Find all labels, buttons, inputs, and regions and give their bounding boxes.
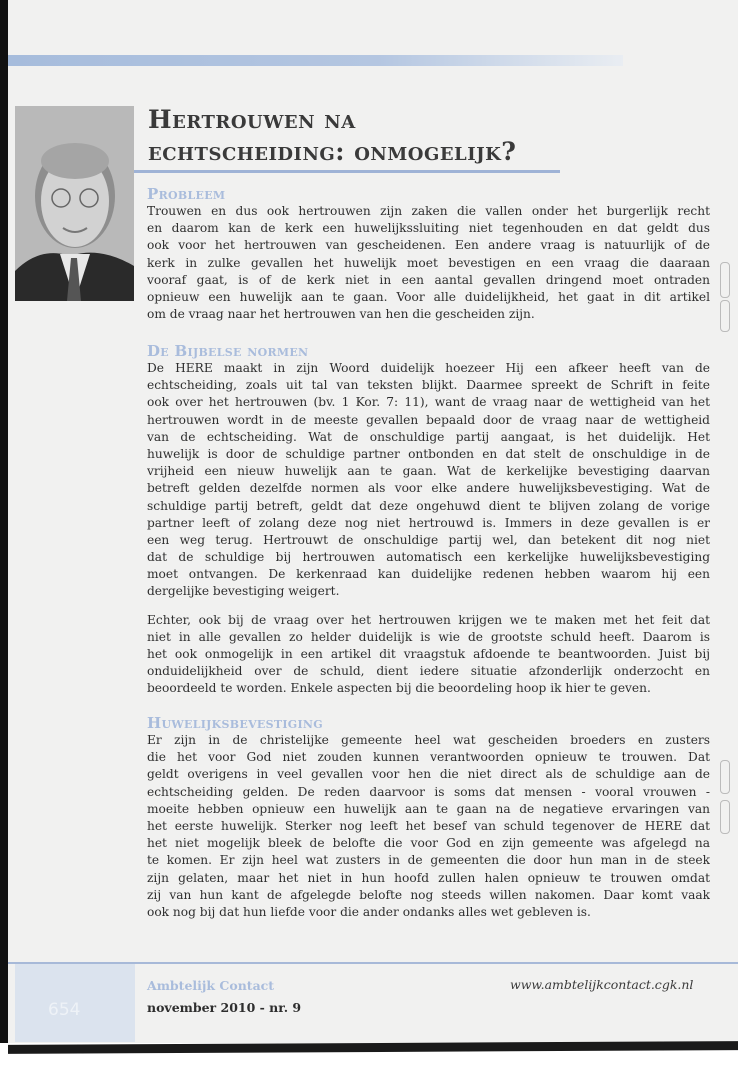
text-line: het eerste huwelijk. Sterker nog leeft het besef van schuld tegenover de HERE dat [147, 818, 710, 833]
text-line: Er zijn in de christelijke gemeente heel wat gescheiden broeders en zusters [147, 733, 710, 747]
text-line: ook over het hertrouwen (bv. 1 Kor. 7: 11), want de vraag naar de wettigheid van het [147, 395, 710, 410]
text-line: om de vraag naar het hertrouwen van hen die gescheiden zijn. [147, 307, 535, 322]
text-line: die het voor God niet zouden kunnen verantwoorden opnieuw te trouwen. Dat [147, 750, 710, 765]
text-line: niet in alle gevallen zo helder duidelijk is wie de grootste schuld heeft. Daarom is [147, 629, 710, 644]
text-line: beoordeeld te worden. Enkele aspecten bij die beoordeling hoop ik hier te geven. [147, 681, 651, 696]
article-title [148, 104, 516, 168]
text-line: dat de schuldige bij hertrouwen automatisch een kerkelijke huwelijksbevestiging [147, 550, 710, 565]
page-number: 654 [48, 1000, 81, 1020]
section-heading: De Bijbelse normen [147, 342, 309, 360]
text-line: vrijheid een nieuw huwelijk aan te gaan. Wat de kerkelijke bevestiging daarvan [147, 464, 710, 479]
title-underline [134, 170, 560, 173]
website-url: www.ambtelijkcontact.cgk.nl [510, 977, 694, 992]
author-photo [15, 106, 134, 301]
text-line: het niet mogelijk bleek de belofte die voor God en zijn gemeente was afgelegd na [147, 836, 710, 851]
section-probleem [147, 186, 710, 323]
text-line: van de echtscheiding. Wat de onschuldige partij aangaat, is het duidelijk. Het [147, 429, 710, 444]
scan-edge-bottom [0, 1043, 738, 1068]
text-line: en daarom kan de kerk een huwelijkssluiting niet tegenhouden en dat geldt dus [147, 221, 710, 236]
text-line: zij van hun kant de afgelegde belofte nog steeds willen nakomen. Daar komt vaak [147, 887, 710, 902]
staple-mark [720, 800, 730, 834]
text-line: het ook onmogelijk in een artikel dit vraagstuk afdoende te beantwoorden. Juist bij [147, 647, 710, 661]
text-line: Trouwen en dus ook hertrouwen zijn zaken die vallen onder het burgerlijk recht [147, 204, 710, 218]
text-line: huwelijk is door de schuldige partner ontbonden en dat stelt de onschuldige in de [147, 446, 710, 461]
text-line: zijn gelaten, maar het niet in hun hoofd zullen halen opnieuw te trouwen omdat [147, 870, 710, 885]
text-line: echtscheiding gelden. De reden daarvoor is soms dat mensen - vooral vrouwen - [147, 784, 710, 799]
text-line: moet ontvangen. De kerkenraad kan duidelijke redenen hebben waarom hij een [147, 567, 710, 582]
title-line-1: Hertrouwen na [148, 105, 356, 134]
text-line: onduidelijkheid over de schuld, dient iedere situatie afzonderlijk onderzocht en [147, 664, 710, 679]
text-line: te komen. Er zijn heel wat zusters in de gemeenten die door hun man in de steek [147, 853, 710, 868]
paragraph [147, 360, 710, 601]
staple-mark [720, 760, 730, 794]
section-bijbelse-normen [147, 343, 710, 698]
text-line: een weg terug. Hertrouwt de onschuldige partij wel, dan betekent dit nog niet [147, 532, 710, 547]
issue-info: november 2010 - nr. 9 [147, 1000, 302, 1015]
text-line: opnieuw een huwelijk aan te gaan. Voor alle duidelijkheid, het gaat in dit artikel [147, 289, 710, 304]
text-line: Echter, ook bij de vraag over het hertrouwen krijgen we te maken met het feit dat [147, 612, 710, 627]
section-heading: Huwelijksbevestiging [147, 714, 323, 732]
magazine-name: Ambtelijk Contact [147, 978, 275, 993]
text-line: echtscheiding, zoals uit tal van teksten blijkt. Daarmee spreekt de Schrift in feite [147, 378, 710, 393]
text-line: vooraf gaat, is of de kerk niet in een aantal gevallen dringend moet ontraden [147, 272, 710, 287]
text-line: schuldige partij betreft, geldt dat deze ongehuwd dient te blijven zolang de vorige [147, 498, 710, 513]
section-huwelijksbevestiging [147, 715, 710, 921]
author-portrait-image [15, 106, 134, 301]
text-line: ook nog bij dat hun liefde voor die ander ondanks alles wet gebleven is. [147, 904, 591, 919]
text-line: betreft gelden dezelfde normen als voor elke andere huwelijksbevestiging. Wat de [147, 481, 710, 496]
text-line: dergelijke bevestiging weigert. [147, 584, 340, 599]
text-line: hertrouwen wordt in de meeste gevallen bepaald door de vraag naar de wettigheid [147, 412, 710, 427]
section-heading: Probleem [147, 185, 226, 203]
text-line: De HERE maakt in zijn Woord duidelijk hoezeer Hij een afkeer heeft van de [147, 361, 710, 375]
staple-mark [720, 300, 730, 332]
scan-edge-left [0, 0, 8, 1068]
text-line: kerk in zulke gevallen het huwelijk moet bevestigen en een vraag die daaraan [147, 255, 710, 270]
paragraph [147, 612, 710, 698]
text-line: geldt overigens in veel gevallen voor hen die niet direct als de schuldige aan de [147, 767, 710, 782]
title-line-2: echtscheiding: onmogelijk? [148, 137, 517, 166]
paragraph [147, 732, 710, 921]
text-line: partner leeft of zolang deze nog niet hertrouwd is. Immers in deze gevallen is er [147, 515, 710, 530]
paragraph [147, 203, 710, 323]
text-line: ook voor het hertrouwen van gescheidenen. Een andere vraag is natuurlijk of de [147, 238, 710, 253]
staple-mark [720, 262, 730, 298]
text-line: moeite hebben opnieuw een huwelijk aan te gaan na de negatieve ervaringen van [147, 801, 710, 816]
header-accent-bar [8, 55, 623, 66]
